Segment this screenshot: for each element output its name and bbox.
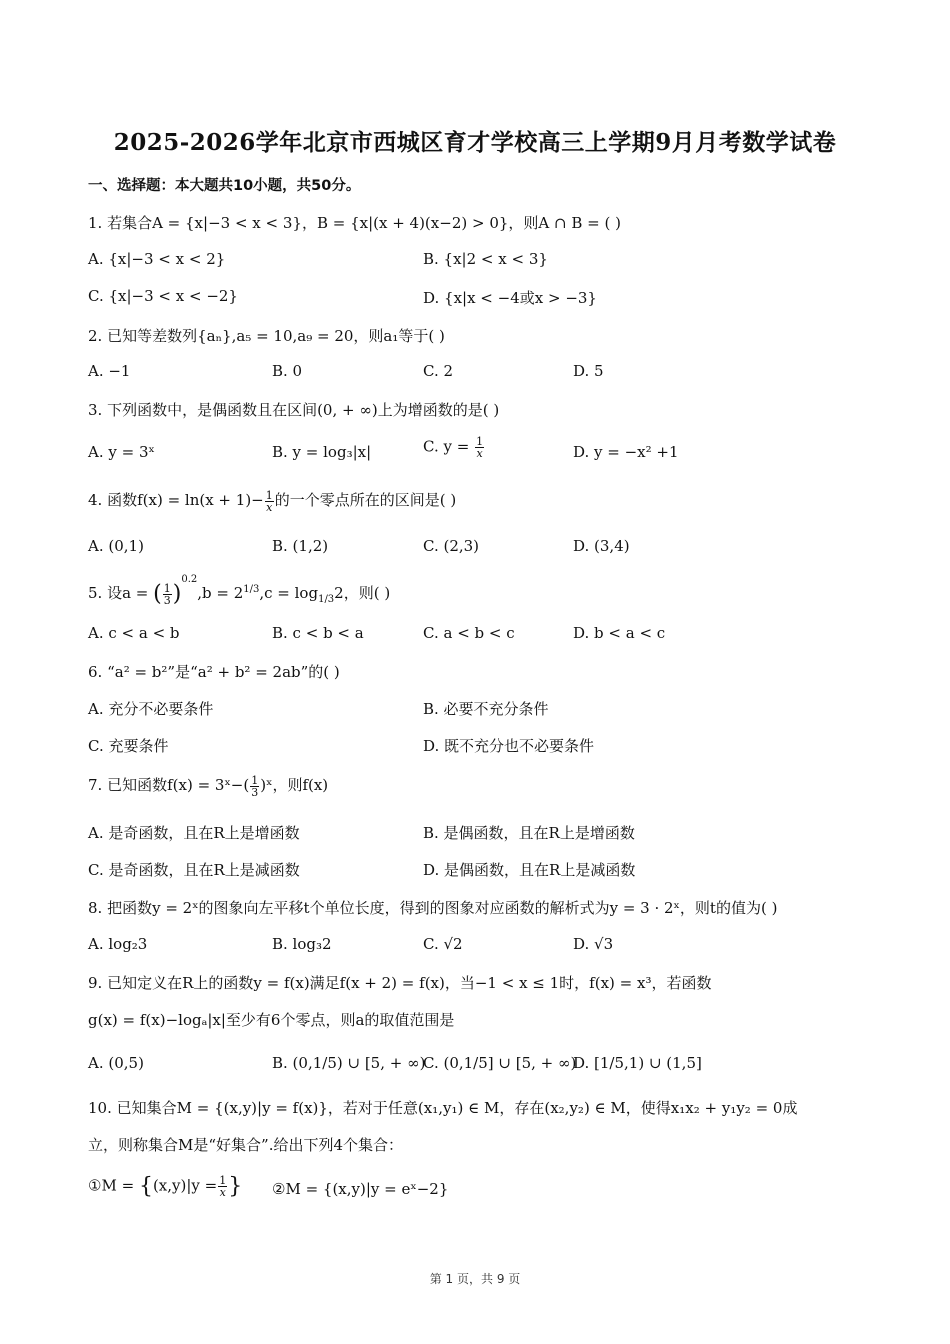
question-7-option-b: B. 是偶函数，且在R上是增函数 xyxy=(423,824,635,842)
question-9-option-a: A. (0,5) xyxy=(88,1054,144,1072)
question-10-stem-line-2: 立，则称集合M是“好集合”.给出下列4个集合： xyxy=(88,1136,404,1154)
question-8-option-d: D. √3 xyxy=(573,935,614,953)
question-5-log-base: 1/3 xyxy=(318,594,335,605)
fraction-numerator: 1 xyxy=(163,581,171,595)
question-5-stem-a: 5. 设a = xyxy=(88,584,149,602)
question-5-option-d: D. b < a < c xyxy=(573,624,666,642)
question-9-option-b: B. (0,1/5) ∪ [5, + ∞) xyxy=(272,1054,426,1072)
question-5-option-b: B. c < b < a xyxy=(272,624,364,642)
right-paren: ) xyxy=(172,581,182,607)
question-4-stem xyxy=(88,489,456,513)
question-10-set-1 xyxy=(88,1174,242,1199)
question-7-stem-prefix: 7. 已知函数f(x) = 3ˣ−( xyxy=(88,776,250,794)
question-9-stem-line-2: g(x) = f(x)−logₐ|x|至少有6个零点，则a的取值范围是 xyxy=(88,1011,455,1029)
question-3-option-b: B. y = log₃|x| xyxy=(272,443,372,461)
question-5-stem-end: 2，则( ) xyxy=(334,584,391,602)
left-paren: ( xyxy=(153,581,162,607)
question-5-option-c: C. a < b < c xyxy=(423,624,515,642)
set-1-prefix: ①M = xyxy=(88,1176,135,1195)
question-8-option-c: C. √2 xyxy=(423,935,463,953)
question-1-option-a: A. {x|−3 < x < 2} xyxy=(88,250,226,268)
fraction-numerator: 1 xyxy=(251,773,259,787)
question-5-stem-c: ,c = log xyxy=(259,584,319,602)
question-6-stem: 6. “a² = b²”是“a² + b² = 2ab”的( ) xyxy=(88,663,340,681)
page-footer: 第 1 页，共 9 页 xyxy=(429,1272,521,1286)
question-4-option-c: C. (2,3) xyxy=(423,537,480,555)
question-5-fraction xyxy=(163,583,172,606)
fraction-numerator: 1 xyxy=(265,488,273,502)
question-2-stem: 2. 已知等差数列{aₙ},a₅ = 10,a₉ = 20，则a₁等于( ) xyxy=(88,327,445,345)
question-4-option-a: A. (0,1) xyxy=(88,537,144,555)
question-6-option-c: C. 充要条件 xyxy=(88,737,169,755)
question-1-option-d: D. {x|x < −4或x > −3} xyxy=(423,289,597,307)
question-6-option-a: A. 充分不必要条件 xyxy=(88,700,214,718)
set-1-fraction xyxy=(218,1175,227,1198)
question-10-stem-line-1: 10. 已知集合M = {(x,y)|y = f(x)}，若对于任意(x₁,y₁) ∈ M，存在(x₂,y₂) ∈ M，使得x₁x₂ + y₁y₂ = 0成 xyxy=(88,1099,798,1117)
question-7-option-c: C. 是奇函数，且在R上是减函数 xyxy=(88,861,300,879)
question-2-option-c: C. 2 xyxy=(423,362,454,380)
question-3-stem: 3. 下列函数中，是偶函数且在区间(0, + ∞)上为增函数的是( ) xyxy=(88,401,500,419)
fraction-denominator: x xyxy=(266,500,273,514)
question-7-stem xyxy=(88,774,328,798)
question-3-option-a: A. y = 3ˣ xyxy=(88,443,155,461)
question-6-option-b: B. 必要不充分条件 xyxy=(423,700,549,718)
right-brace: } xyxy=(228,1174,243,1199)
question-4-stem-suffix: 的一个零点所在的区间是( ) xyxy=(274,491,457,509)
fraction-denominator: 3 xyxy=(251,785,259,799)
question-8-option-b: B. log₃2 xyxy=(272,935,332,953)
fraction-numerator: 1 xyxy=(476,435,484,448)
question-10-set-2: ②M = {(x,y)|y = eˣ−2} xyxy=(272,1180,449,1198)
question-5-b-exponent: 1/3 xyxy=(243,584,260,595)
question-7-stem-suffix: )ˣ，则f(x) xyxy=(260,776,329,794)
question-7-option-a: A. 是奇函数，且在R上是增函数 xyxy=(88,824,300,842)
fraction-denominator: x xyxy=(476,447,483,460)
question-1-option-b: B. {x|2 < x < 3} xyxy=(423,250,548,268)
question-9-stem-line-1: 9. 已知定义在R上的函数y = f(x)满足f(x + 2) = f(x)，当−1 < x ≤ 1时，f(x) = x³，若函数 xyxy=(88,974,712,992)
question-7-fraction xyxy=(250,775,259,798)
question-9-option-d: D. [1/5,1) ∪ (1,5] xyxy=(573,1054,702,1072)
question-3-option-d: D. y = −x² +1 xyxy=(573,443,679,461)
question-3-option-c-fraction xyxy=(475,436,484,459)
question-3-option-c xyxy=(423,436,485,459)
question-5-stem-b: ,b = 2 xyxy=(197,584,244,602)
fraction-numerator: 1 xyxy=(219,1174,227,1187)
question-8-option-a: A. log₂3 xyxy=(88,935,148,953)
question-9-option-c: C. (0,1/5] ∪ [5, + ∞) xyxy=(423,1054,577,1072)
question-2-option-d: D. 5 xyxy=(573,362,604,380)
set-1-body: (x,y)|y = xyxy=(152,1176,218,1195)
question-5-exponent: 0.2 xyxy=(181,574,198,585)
question-4-option-d: D. (3,4) xyxy=(573,537,630,555)
question-7-option-d: D. 是偶函数，且在R上是减函数 xyxy=(423,861,636,879)
question-1-option-c: C. {x|−3 < x < −2} xyxy=(88,287,238,305)
question-6-option-d: D. 既不充分也不必要条件 xyxy=(423,737,595,755)
question-4-stem-prefix: 4. 函数f(x) = ln(x + 1)− xyxy=(88,491,264,509)
question-2-option-b: B. 0 xyxy=(272,362,303,380)
question-4-option-b: B. (1,2) xyxy=(272,537,329,555)
question-5-option-a: A. c < a < b xyxy=(88,624,180,642)
page-title: 2025-2026学年北京市西城区育才学校高三上学期9月月考数学试卷 xyxy=(113,129,837,156)
fraction-denominator: x xyxy=(219,1186,226,1199)
left-brace: { xyxy=(138,1174,153,1199)
question-5-stem xyxy=(88,574,390,607)
question-1-stem: 1. 若集合A = {x|−3 < x < 3}，B = {x|(x + 4)(x−2) > 0}，则A ∩ B = ( ) xyxy=(88,214,621,232)
section-heading: 一、选择题：本大题共10小题，共50分。 xyxy=(88,178,361,194)
question-2-option-a: A. −1 xyxy=(88,362,131,380)
fraction-denominator: 3 xyxy=(163,593,171,607)
question-4-fraction xyxy=(265,490,274,513)
question-3-option-c-prefix: C. y = xyxy=(423,437,470,456)
question-8-stem: 8. 把函数y = 2ˣ的图象向左平移t个单位长度，得到的图象对应函数的解析式为y = 3 · 2ˣ，则t的值为( ) xyxy=(88,899,778,917)
